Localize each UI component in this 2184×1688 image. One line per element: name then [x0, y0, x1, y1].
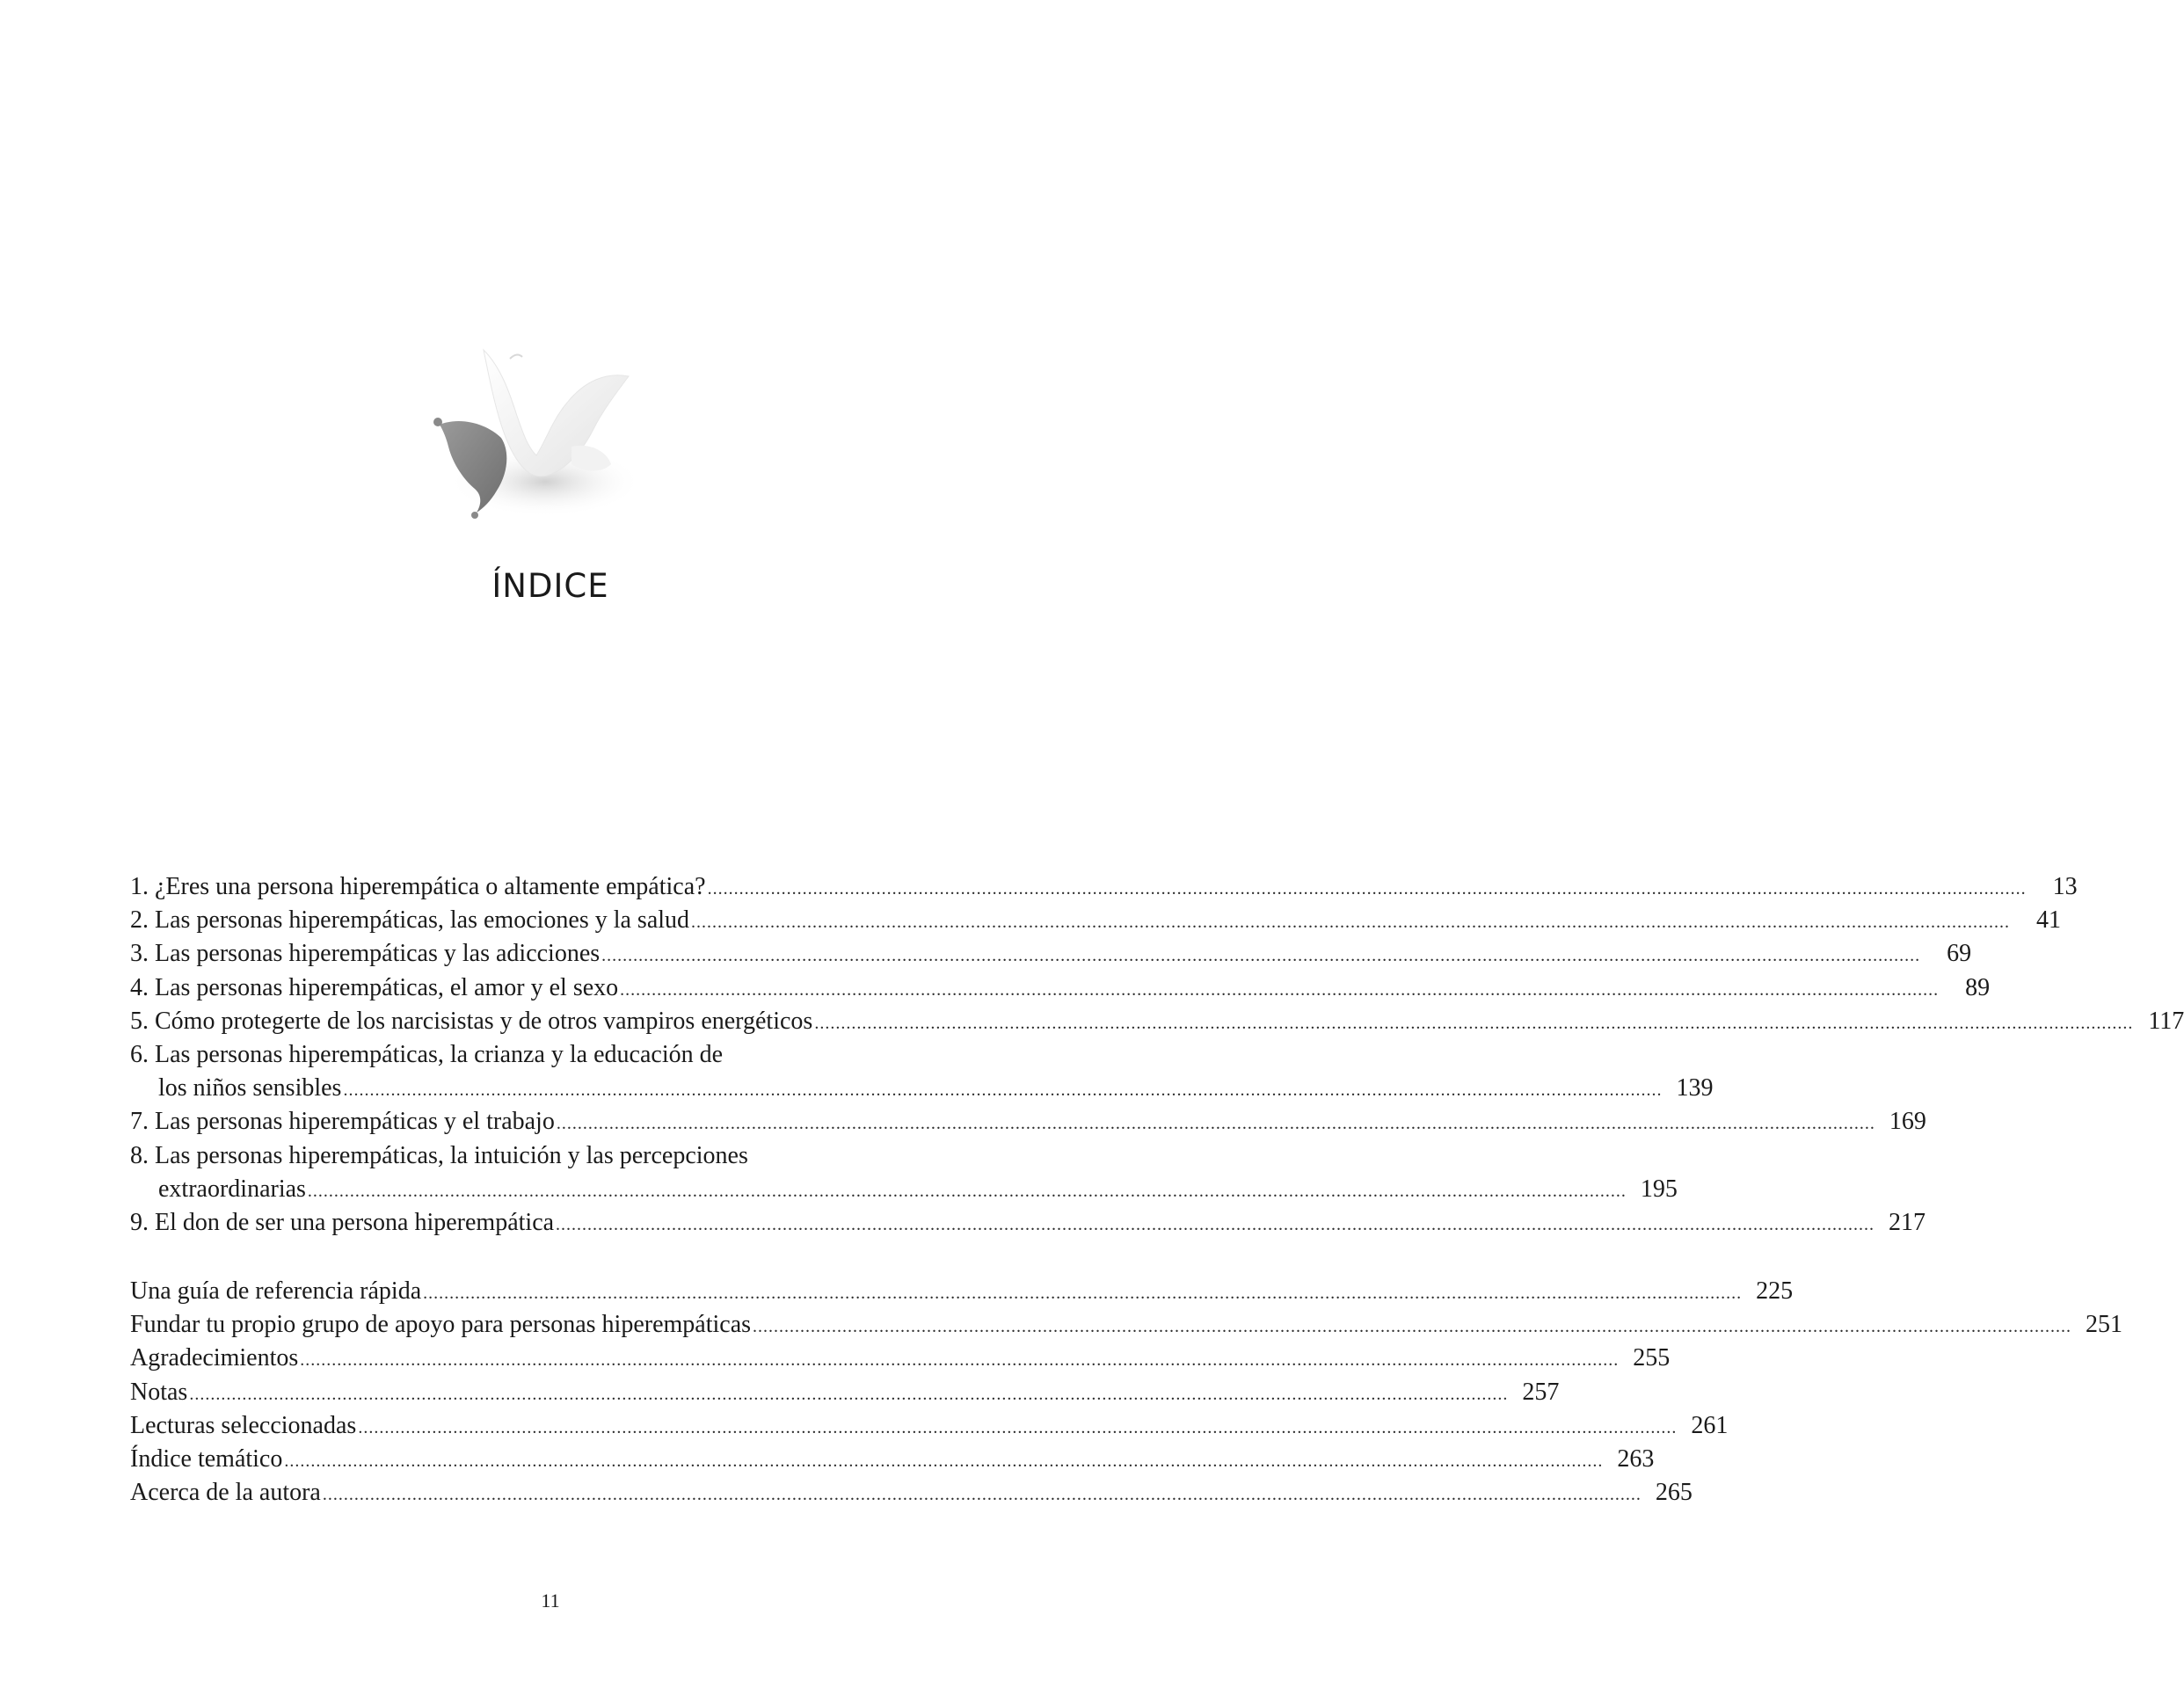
entry-page-number: 251	[2086, 1311, 2123, 1339]
entry-page-number: 89	[1965, 973, 1991, 1001]
toc-appendix	[130, 1275, 2123, 1510]
entry-page-number: 139	[1676, 1074, 1714, 1102]
toc-entry-thematic-index[interactable]	[130, 1443, 1655, 1476]
dot-leader: ..........................................................................................................................................................................................................................................................	[343, 1080, 1663, 1101]
toc-entry-quick-guide[interactable]	[130, 1275, 1794, 1308]
entry-page-number: 69	[1947, 940, 1972, 968]
butterfly-icon	[413, 341, 651, 535]
toc-entry-8[interactable]	[130, 1139, 1678, 1206]
dot-leader: ..........................................................................................................................................................................................................................................................	[307, 1181, 1627, 1201]
entry-title: Índice temático	[130, 1444, 283, 1473]
entry-title: Agradecimientos	[130, 1344, 299, 1372]
toc-entry-6[interactable]	[130, 1038, 1714, 1105]
toc-entry-readings[interactable]	[130, 1409, 1729, 1443]
entry-page-number: 263	[1617, 1444, 1655, 1473]
dot-leader: ..........................................................................................................................................................................................................................................................	[620, 979, 1940, 1000]
entry-title: 6. Las personas hiperempáticas, la crianza y la educación de	[130, 1040, 724, 1068]
dot-leader: ..........................................................................................................................................................................................................................................................	[189, 1384, 1509, 1404]
entry-title: 8. Las personas hiperempáticas, la intuición y las percepciones	[130, 1141, 748, 1169]
dot-leader: ..........................................................................................................................................................................................................................................................	[300, 1350, 1620, 1371]
dot-leader: ..........................................................................................................................................................................................................................................................	[423, 1284, 1743, 1303]
toc-entry-about-author[interactable]	[130, 1476, 1693, 1510]
dot-leader: ..........................................................................................................................................................................................................................................................	[601, 946, 1921, 966]
toc-chapters	[130, 870, 2184, 1240]
dot-leader: ..........................................................................................................................................................................................................................................................	[707, 879, 2027, 899]
entry-title: 9. El don de ser una persona hiperempática	[130, 1208, 555, 1236]
entry-title: Notas	[130, 1378, 188, 1406]
dot-leader: ..........................................................................................................................................................................................................................................................	[358, 1417, 1678, 1437]
entry-page-number: 225	[1756, 1277, 1794, 1305]
entry-page-number: 261	[1691, 1411, 1729, 1439]
entry-page-number: 217	[1889, 1208, 1926, 1236]
toc-entry-9[interactable]	[130, 1206, 1926, 1240]
entry-page-number: 195	[1640, 1175, 1678, 1203]
toc-entry-support-group[interactable]	[130, 1308, 2123, 1342]
dot-leader: ..........................................................................................................................................................................................................................................................	[322, 1485, 1642, 1505]
dot-leader: ..........................................................................................................................................................................................................................................................	[556, 1214, 1875, 1234]
toc-entry-1[interactable]	[130, 870, 2078, 904]
entry-title: Fundar tu propio grupo de apoyo para personas hiperempáticas	[130, 1311, 752, 1339]
entry-page-number: 265	[1655, 1479, 1693, 1507]
toc-entry-2[interactable]	[130, 904, 2062, 937]
entry-title-continued: extraordinarias	[158, 1175, 306, 1203]
page-title: ÍNDICE	[491, 567, 609, 605]
entry-title-continued: los niños sensibles	[158, 1074, 342, 1102]
toc-entry-7[interactable]	[130, 1105, 1926, 1139]
entry-title: Acerca de la autora	[130, 1479, 321, 1507]
entry-title: 4. Las personas hiperempáticas, el amor y el sexo	[130, 973, 619, 1001]
toc-entry-3[interactable]	[130, 937, 1972, 971]
toc-entry-notes[interactable]	[130, 1376, 1560, 1409]
dot-leader: ..........................................................................................................................................................................................................................................................	[284, 1451, 1604, 1471]
dot-leader: ..........................................................................................................................................................................................................................................................	[753, 1317, 2072, 1337]
toc-entry-acknowledgements[interactable]	[130, 1342, 1671, 1375]
entry-title: 2. Las personas hiperempáticas, las emociones y la salud	[130, 906, 690, 935]
toc-entry-5[interactable]	[130, 1005, 2184, 1038]
toc-entry-4[interactable]	[130, 971, 1991, 1005]
entry-page-number: 41	[2036, 906, 2062, 935]
dot-leader: ..........................................................................................................................................................................................................................................................	[691, 913, 2011, 933]
dot-leader: ..........................................................................................................................................................................................................................................................	[556, 1114, 1875, 1134]
entry-page-number: 13	[2052, 873, 2078, 900]
page-number: 11	[541, 1590, 560, 1612]
entry-page-number: 169	[1889, 1108, 1926, 1136]
entry-page-number: 255	[1633, 1344, 1671, 1372]
entry-page-number: 257	[1522, 1378, 1560, 1406]
entry-title: Lecturas seleccionadas	[130, 1411, 357, 1439]
dot-leader: ..........................................................................................................................................................................................................................................................	[814, 1013, 2134, 1033]
entry-title: 7. Las personas hiperempáticas y el trabajo	[130, 1108, 555, 1136]
entry-page-number: 117	[2148, 1007, 2184, 1035]
entry-title: 5. Cómo protegerte de los narcisistas y de otros vampiros energéticos	[130, 1007, 813, 1035]
entry-title: 1. ¿Eres una persona hiperempática o altamente empática?	[130, 873, 706, 900]
entry-title: 3. Las personas hiperempáticas y las adicciones	[130, 940, 601, 968]
entry-title: Una guía de referencia rápida	[130, 1277, 422, 1305]
